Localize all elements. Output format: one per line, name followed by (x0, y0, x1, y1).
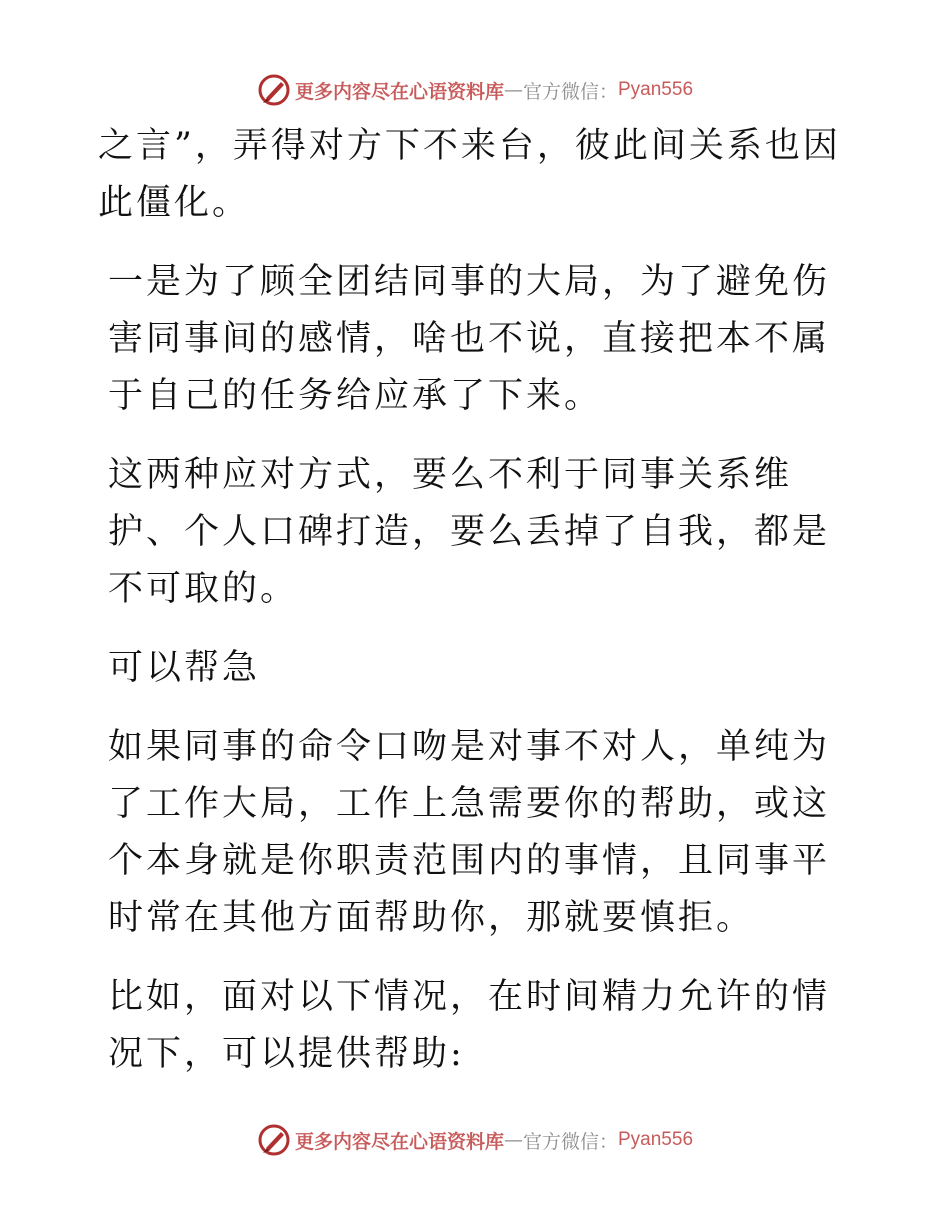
paragraph-3: 这两种应对方式，要么不利于同事关系维护、个人口碑打造，要么丢掉了自我，都是不可取的。 (108, 455, 831, 609)
watermark-site-text: 更多内容尽在心语资料库 (294, 1130, 504, 1153)
watermark-site-text: 更多内容尽在心语资料库 (294, 80, 504, 103)
section-heading: 可以帮急 (108, 648, 261, 688)
paragraph-2: 一是为了顾全团结同事的大局，为了避免伤害同事间的感情，啥也不说，直接把本不属于自己的任务给应承了下来。 (108, 262, 831, 416)
paragraph-4: 如果同事的命令口吻是对事不对人，单纯为了工作大局，工作上急需要你的帮助，或这个本身就是你职责范围内的事情，且同事平时常在其他方面帮助你，那就要慎拒。 (108, 727, 831, 938)
pen-circle-logo-icon (257, 73, 291, 107)
document-body (98, 118, 858, 1105)
watermark-label: 官方微信： (522, 1130, 618, 1153)
watermark-label: 官方微信： (522, 80, 618, 103)
watermark-dash: — (503, 1129, 523, 1151)
paragraph-5: 比如，面对以下情况，在时间精力允许的情况下，可以提供帮助: (108, 977, 831, 1074)
watermark-wechat-id: Pyan556 (618, 1129, 694, 1150)
paragraph-1: 之言”，弄得对方下不来台，彼此间关系也因此僵化。 (98, 126, 841, 223)
watermark-dash: — (503, 79, 523, 101)
footer-watermark (0, 1120, 950, 1160)
watermark-wechat-id: Pyan556 (618, 79, 694, 100)
pen-circle-logo-icon (257, 1123, 291, 1157)
header-watermark (0, 70, 950, 110)
